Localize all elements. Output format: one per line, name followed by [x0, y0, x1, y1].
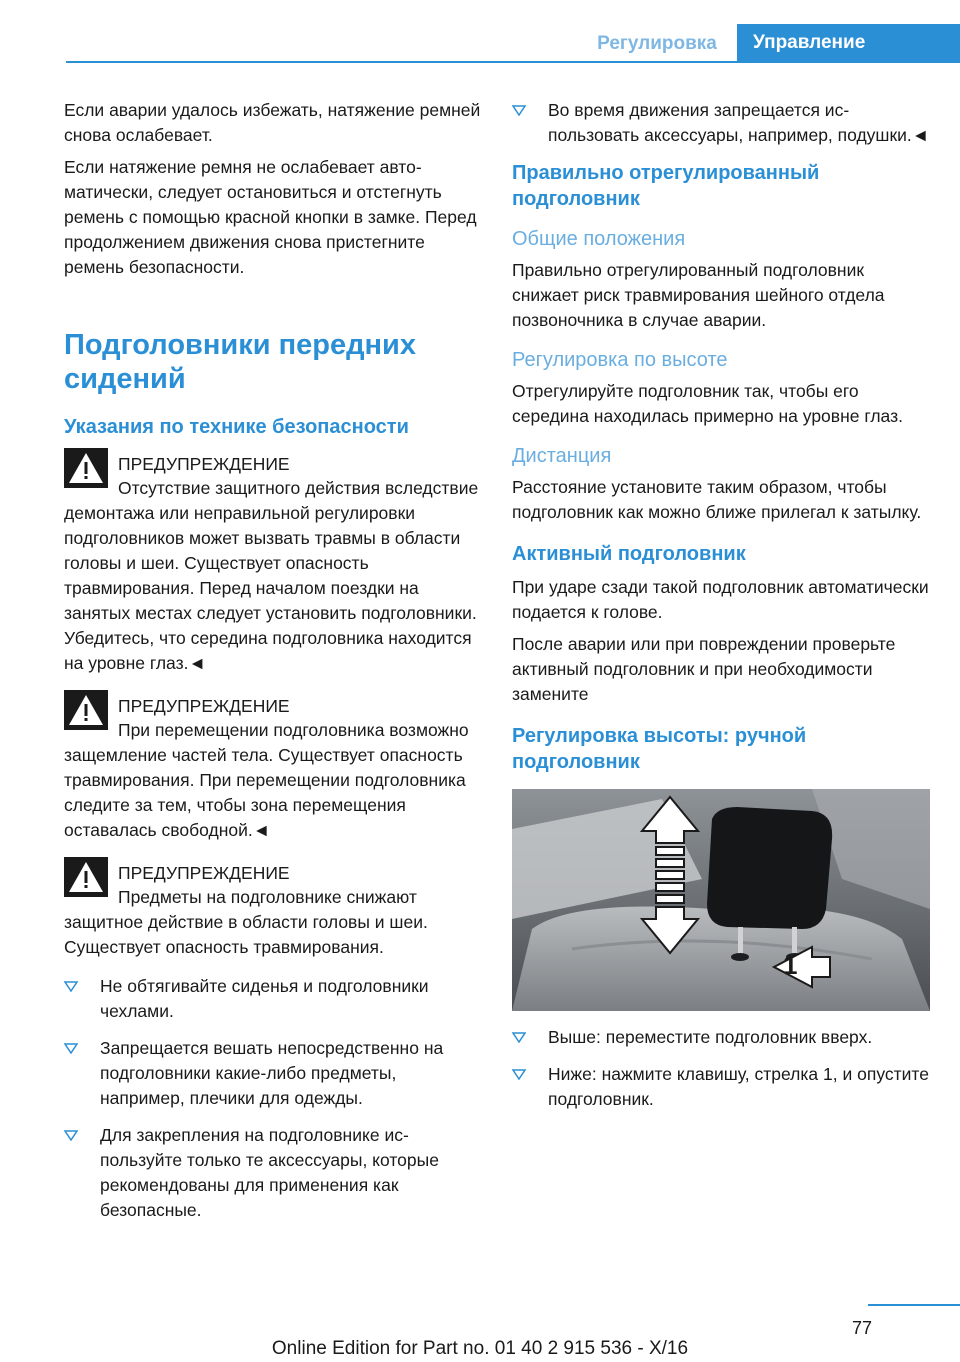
online-edition-note: Online Edition for Part no. 01 40 2 915 536 - X/16	[271, 1338, 689, 1359]
list-item-text: Во время движения запрещается использовать аксессуары, например, подушки.◄	[548, 100, 930, 145]
warning-block-2	[64, 690, 482, 843]
active-paragraph-2: После аварии или при повреждении проверьте активный подголовник и при необходимости замените	[512, 634, 896, 704]
list-item-text: Ниже: нажмите клавишу, стрелка 1, и опустите подголовник.	[548, 1064, 929, 1109]
warning-triangle-icon	[64, 857, 108, 897]
warning-title: ПРЕДУПРЕЖДЕНИЕ	[118, 863, 290, 883]
warning-block-3	[64, 857, 482, 960]
height-bullet-list	[512, 1025, 930, 1112]
accessory-bullet-list	[512, 98, 930, 148]
subsection-title-general: Общие положения	[512, 228, 686, 250]
subsection-title-distance: Дистанция	[512, 445, 612, 467]
page-number: 77	[852, 1318, 873, 1338]
list-item	[512, 1062, 930, 1112]
subsection-title-safety: Указания по технике безопасности	[64, 416, 409, 438]
triangle-bullet-icon	[512, 1032, 526, 1043]
warning-text: Отсутствие защитного действия вследствие демонтажа или неправильной регулировки подголовников может вызвать травмы в области головы и шеи. Существует опасность травмирования. Перед началом поездки на занятых местах следует установить подголовники. Убедитесь, что середина подголовника находится на уровне глаз.◄	[64, 478, 479, 673]
height-paragraph: Отрегулируйте подголовник так, чтобы его середина находилась примерно на уровне глаз.	[512, 381, 903, 426]
warning-triangle-icon	[64, 690, 108, 730]
triangle-bullet-icon	[64, 1130, 78, 1141]
header-tab-adjustment[interactable]: Регулировка	[597, 32, 717, 54]
general-paragraph: Правильно отрегулированный подголовник снижает риск травмирования шейного отдела позвоночника в случае аварии.	[512, 260, 885, 330]
list-item-text: Не обтягивайте сиденья и подголовники чехлами.	[100, 976, 429, 1021]
list-item	[64, 1123, 482, 1223]
section-title-active-headrest: Активный подголовник	[512, 543, 746, 565]
section-title-manual-height: Регулировка высоты: ручной подголовник	[512, 725, 807, 773]
list-item-text: Для закрепления на подголовнике используйте только те аксессуары, которые рекомендованы для применения как безопасные.	[100, 1125, 439, 1220]
subsection-title-height: Регулировка по высоте	[512, 349, 728, 371]
warning-text: Предметы на подголовнике снижают защитное действие в области головы и шеи. Существует опасность травмирования.	[64, 887, 428, 957]
list-item	[512, 1025, 930, 1050]
intro-paragraph-1: Если аварии удалось избежать, натяжение ремней снова ослабевает.	[64, 100, 481, 145]
triangle-bullet-icon	[512, 1069, 526, 1080]
active-paragraph-1: При ударе сзади такой подголовник автоматически подается к голове.	[512, 577, 929, 622]
warning-title: ПРЕДУПРЕЖДЕНИЕ	[118, 696, 290, 716]
distance-paragraph: Расстояние установите таким образом, чтобы подголовник как можно ближе прилегал к затылку.	[512, 477, 922, 522]
headrest-photo-illustration	[512, 789, 930, 1011]
list-item	[512, 98, 930, 148]
section-title-front-headrests: Подголовники передних сидений	[64, 329, 416, 395]
list-item	[64, 974, 482, 1024]
callout-label-1: 1	[783, 950, 798, 980]
section-title-correct-headrest: Правильно отрегулированный подголовник	[512, 162, 820, 210]
intro-paragraph-2: Если натяжение ремня не ослабевает автоматически, следует остановиться и отстегнуть ремень с помощью красной кнопки в замке. Перед продолжением движения снова пристегните ремень безопасности.	[64, 157, 477, 277]
headrest-adjustment-photo	[512, 789, 930, 1011]
header-tab-controls[interactable]: Управление	[737, 24, 960, 62]
list-item-text: Запрещается вешать непосредственно на подголовники какие-либо предметы, например, плечики для одежды.	[100, 1038, 444, 1108]
list-item-text: Выше: переместите подголовник вверх.	[548, 1027, 873, 1047]
header-rule	[66, 61, 960, 63]
warning-title: ПРЕДУПРЕЖДЕНИЕ	[118, 454, 290, 474]
warning-bullet-list	[64, 974, 482, 1223]
triangle-bullet-icon	[64, 981, 78, 992]
triangle-bullet-icon	[512, 105, 526, 116]
right-column	[512, 98, 930, 1124]
left-column	[64, 98, 482, 1235]
warning-text: При перемещении подголовника возможно защемление частей тела. Существует опасность травмирования. При перемещении подголовника следите за тем, чтобы зона перемещения оставалась свободной.◄	[64, 720, 469, 840]
triangle-bullet-icon	[64, 1043, 78, 1054]
warning-triangle-icon	[64, 448, 108, 488]
warning-block-1	[64, 448, 482, 676]
list-item	[64, 1036, 482, 1111]
footer-rule	[868, 1304, 960, 1306]
